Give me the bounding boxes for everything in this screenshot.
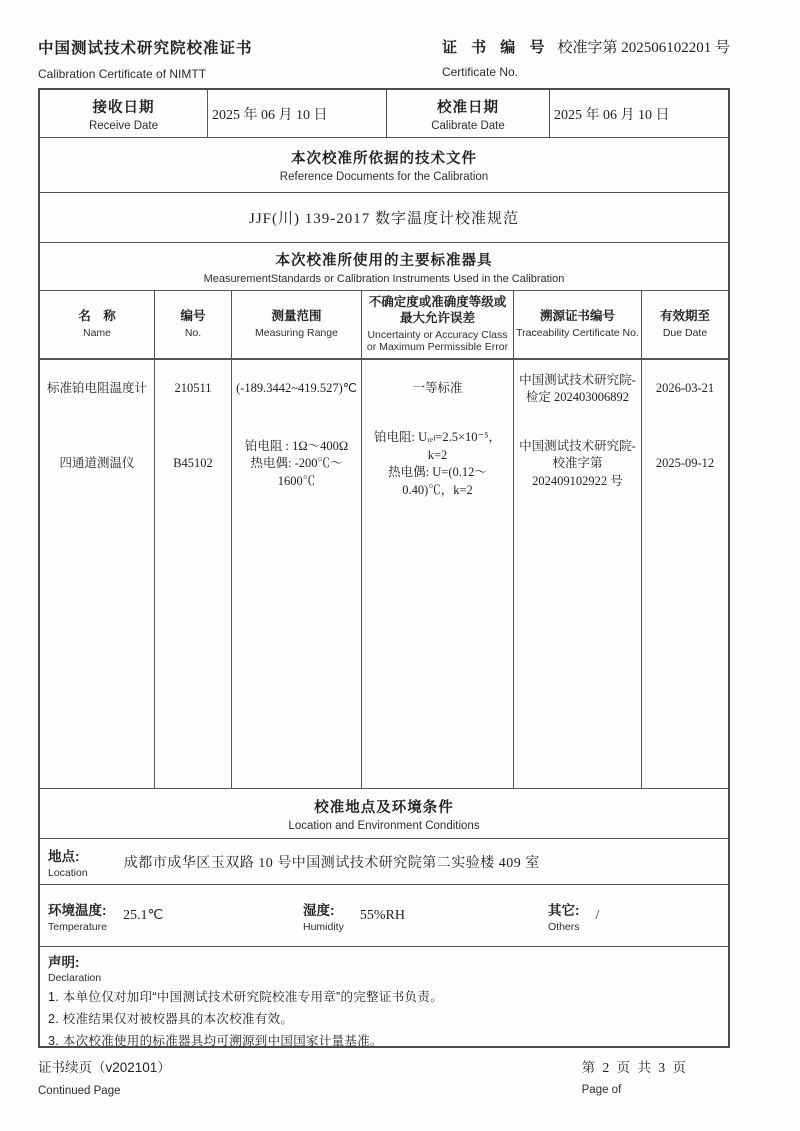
column-header-traceability xyxy=(514,291,642,358)
reference-heading xyxy=(40,137,728,192)
standard-2-name: 四通道测温仪 xyxy=(59,456,135,471)
others-label-cn: 其它: xyxy=(548,902,580,918)
page-number-block xyxy=(582,1056,688,1096)
column-header-traceability-en: Traceability Certificate No. xyxy=(516,327,639,340)
issuer-title xyxy=(38,36,253,81)
issuer-title-cn: 中国测试技术研究院校准证书 xyxy=(38,40,253,57)
standard-1-name: 标准铂电阻温度计 xyxy=(46,381,147,396)
standard-2-range-line1: 铂电阻 : 1Ω～400Ω xyxy=(244,438,349,453)
environment-row xyxy=(40,884,728,946)
calibrate-date-value: 2025 年 06 月 10 日 xyxy=(554,107,670,123)
standard-1-range: (-189.3442~419.527)℃ xyxy=(236,381,357,396)
standards-col-due xyxy=(642,360,728,788)
location-heading xyxy=(40,788,728,838)
place-value: 成都市成华区玉双路 10 号中国测试技术研究院第二实验楼 409 室 xyxy=(123,855,540,871)
standard-2-range xyxy=(232,418,361,510)
column-header-name-cn: 名 称 xyxy=(78,309,116,324)
temperature-label-cn: 环境温度: xyxy=(48,902,107,918)
standards-col-range xyxy=(232,360,362,788)
column-header-range xyxy=(232,291,362,358)
temperature-label xyxy=(48,899,107,933)
column-header-due-en: Due Date xyxy=(662,327,708,340)
declaration-item-1: 1. 本单位仅对加印“中国测试技术研究院校准专用章”的完整证书负责。 xyxy=(48,990,443,1004)
column-header-no xyxy=(155,291,232,358)
standard-2-uncertainty xyxy=(362,418,513,510)
standard-2-uncertainty-line1: 铂电阻: Uᵣₑₗ=2.5×10⁻⁵，k=2 xyxy=(374,430,501,462)
page-number-en: Page of xyxy=(581,1084,622,1096)
standards-heading xyxy=(40,242,728,290)
standards-heading-cn: 本次校准所使用的主要标准器具 xyxy=(275,252,493,269)
calibrate-date-label-cn: 校准日期 xyxy=(437,99,499,116)
others-group xyxy=(548,899,599,933)
declaration-label-cn: 声明: xyxy=(48,955,80,970)
standards-col-uncertainty xyxy=(362,360,514,788)
standard-1-uncertainty: 一等标准 xyxy=(412,381,463,396)
receive-date-label xyxy=(40,90,208,137)
standard-2-no: B45102 xyxy=(173,456,213,471)
declaration-label-en: Declaration xyxy=(48,972,102,984)
certificate-number-label-cn: 证 书 编 号 xyxy=(441,39,550,56)
place-label-cn: 地点: xyxy=(48,848,80,864)
column-header-uncertainty xyxy=(362,291,514,358)
issuer-title-en: Calibration Certificate of NIMTT xyxy=(38,67,207,81)
certificate-number-value: 校准字第 202506102201 号 xyxy=(557,40,730,56)
standard-1-due: 2026-03-21 xyxy=(655,381,715,396)
standards-heading-en: MeasurementStandards or Calibration Instruments Used in the Calibration xyxy=(203,272,565,285)
declaration-list xyxy=(48,987,720,1053)
column-header-uncertainty-cn: 不确定度或准确度等级或最大允许误差 xyxy=(368,295,507,325)
others-value: / xyxy=(595,907,600,923)
humidity-label-cn: 湿度: xyxy=(303,902,335,918)
continued-page-cn: 证书续页（v202101） xyxy=(38,1060,171,1075)
humidity-value: 55%RH xyxy=(359,907,405,923)
standard-1-trace-cert: 中国测试技术研究院-检定 202403006892 xyxy=(519,372,636,404)
standards-table-body xyxy=(40,359,728,788)
standards-col-no xyxy=(155,360,232,788)
receive-date-label-cn: 接收日期 xyxy=(92,99,155,116)
reference-document: JJF(川) 139-2017 数字温度计校准规范 xyxy=(40,192,728,242)
standards-col-traceability xyxy=(514,360,642,788)
declaration-section xyxy=(40,946,728,1046)
certificate-number-line xyxy=(442,36,730,57)
column-header-range-en: Measuring Range xyxy=(255,327,338,340)
standards-table-header xyxy=(40,290,728,359)
column-header-traceability-cn: 溯源证书编号 xyxy=(539,309,615,324)
dates-row xyxy=(40,90,728,137)
continued-page-block xyxy=(38,1056,171,1097)
reference-heading-cn: 本次校准所依据的技术文件 xyxy=(291,151,477,167)
others-label xyxy=(548,899,580,933)
document-header xyxy=(38,36,730,81)
humidity-group xyxy=(303,899,548,933)
location-heading-en: Location and Environment Conditions xyxy=(288,819,480,832)
place-label xyxy=(48,845,88,879)
document-footer xyxy=(38,1056,730,1097)
reference-heading-en: Reference Documents for the Calibration xyxy=(279,171,489,183)
calibrate-date-label-en: Calibrate Date xyxy=(431,119,505,132)
receive-date-value: 2025 年 06 月 10 日 xyxy=(208,90,387,137)
column-header-uncertainty-en: Uncertainty or Accuracy Class or Maximum Permissible Error xyxy=(366,328,509,354)
humidity-label-en: Humidity xyxy=(303,920,344,933)
column-header-range-cn: 测量范围 xyxy=(271,309,322,324)
standard-2-due: 2025-09-12 xyxy=(655,456,715,471)
declaration-item-2: 2. 校准结果仅对被校器具的本次校准有效。 xyxy=(48,1011,294,1026)
others-label-en: Others xyxy=(548,920,580,933)
humidity-label xyxy=(303,899,344,933)
receive-date-label-en: Receive Date xyxy=(88,119,159,132)
standard-2-range-line2: 热电偶: -200℃～1600℃ xyxy=(250,456,343,488)
column-header-no-en: No. xyxy=(184,327,202,340)
location-heading-cn: 校准地点及环境条件 xyxy=(314,799,454,816)
column-header-name-en: Name xyxy=(82,327,111,340)
column-header-due-cn: 有效期至 xyxy=(659,309,710,324)
place-label-en: Location xyxy=(48,866,88,879)
continued-page-en: Continued Page xyxy=(38,1085,121,1097)
standard-2-uncertainty-line2: 热电偶: U=(0.12～0.40)℃，k=2 xyxy=(388,465,487,497)
column-header-name xyxy=(40,291,155,358)
page-number-cn: 第 2 页 共 3 页 xyxy=(581,1060,688,1075)
temperature-value: 25.1℃ xyxy=(122,908,164,923)
standard-2-trace-cert: 中国测试技术研究院-校准字第 202409102922 号 xyxy=(519,438,636,488)
place-row xyxy=(40,838,728,884)
column-header-no-cn: 编号 xyxy=(180,309,206,324)
column-header-due xyxy=(642,291,728,358)
temperature-group xyxy=(48,899,303,933)
standards-col-name xyxy=(40,360,155,788)
calibrate-date-label xyxy=(387,90,550,137)
certificate-number xyxy=(442,36,730,79)
certificate-number-label-en: Certificate No. xyxy=(441,65,518,79)
certificate-table xyxy=(38,88,730,1048)
standard-1-no: 210511 xyxy=(174,381,212,396)
temperature-label-en: Temperature xyxy=(48,920,107,933)
declaration-item-3: 3. 本次校准使用的标准器具均可溯源到中国国家计量基准。 xyxy=(48,1033,383,1048)
